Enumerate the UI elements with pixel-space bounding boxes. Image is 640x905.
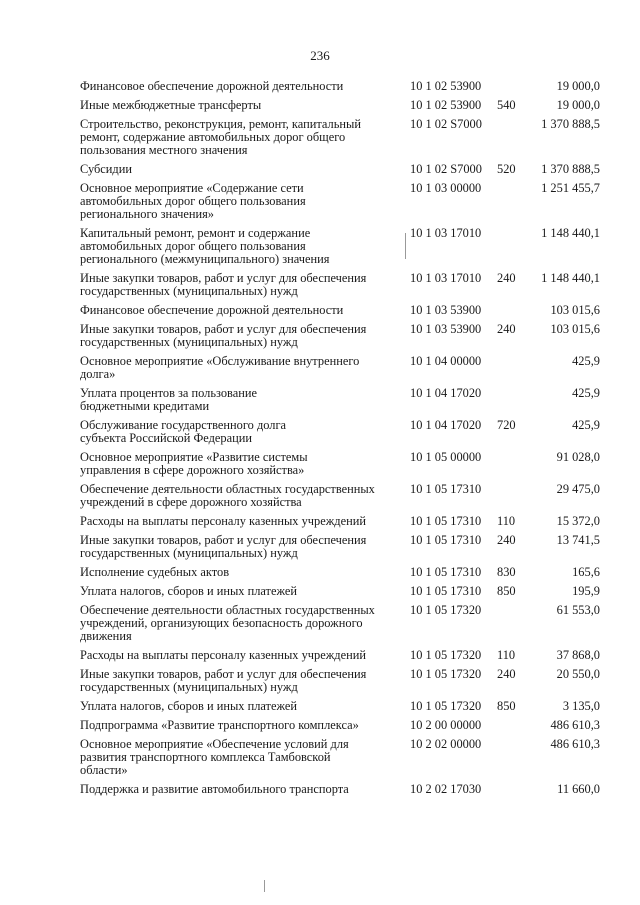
row-name-line: Субсидии <box>80 162 132 176</box>
row-expense-type: 240 <box>497 271 516 285</box>
row-name <box>80 355 392 381</box>
table-row <box>0 668 640 694</box>
row-name-line: Основное мероприятие «Обеспечение условий для <box>80 737 349 751</box>
row-name-line: Капитальный ремонт, ремонт и содержание <box>80 226 311 240</box>
table-row <box>0 534 640 560</box>
row-amount: 29 475,0 <box>556 482 600 496</box>
row-amount: 91 028,0 <box>556 450 600 464</box>
row-amount: 3 135,0 <box>562 699 600 713</box>
row-code: 10 1 05 00000 <box>410 450 482 464</box>
row-name-line: развития транспортного комплекса Тамбовской <box>80 750 331 764</box>
table-row <box>0 783 640 796</box>
row-name-line: Строительство, реконструкция, ремонт, капитальный <box>80 117 361 131</box>
row-code: 10 1 03 00000 <box>410 181 482 195</box>
row-name <box>80 419 392 445</box>
row-amount: 1 148 440,1 <box>541 271 600 285</box>
row-name <box>80 227 392 266</box>
row-amount: 19 000,0 <box>556 79 600 93</box>
row-name-line: Уплата налогов, сборов и иных платежей <box>80 584 298 598</box>
table-row <box>0 738 640 777</box>
row-amount: 1 148 440,1 <box>541 226 600 240</box>
row-name-line: государственных (муниципальных) нужд <box>80 680 298 694</box>
row-expense-type: 110 <box>497 648 516 662</box>
table-row <box>0 604 640 643</box>
row-amount: 425,9 <box>572 418 600 432</box>
row-amount: 19 000,0 <box>556 98 600 112</box>
row-name <box>80 783 392 796</box>
row-expense-type: 110 <box>497 514 516 528</box>
row-amount: 425,9 <box>572 354 600 368</box>
row-name-line: управления в сфере дорожного хозяйства» <box>80 463 305 477</box>
row-name-line: долга» <box>80 367 116 381</box>
row-name <box>80 515 392 528</box>
row-amount: 15 372,0 <box>556 514 600 528</box>
row-code: 10 1 04 17020 <box>410 386 482 400</box>
row-code: 10 2 02 00000 <box>410 737 482 751</box>
row-code: 10 2 02 17030 <box>410 782 482 796</box>
row-name <box>80 585 392 598</box>
table-row <box>0 700 640 713</box>
table-row <box>0 182 640 221</box>
table-row <box>0 585 640 598</box>
table-row <box>0 118 640 157</box>
table-row <box>0 419 640 445</box>
row-name-line: бюджетными кредитами <box>80 399 210 413</box>
row-name-line: государственных (муниципальных) нужд <box>80 546 298 560</box>
row-name <box>80 604 392 643</box>
row-expense-type: 240 <box>497 322 516 336</box>
row-name-line: Основное мероприятие «Развитие системы <box>80 450 308 464</box>
row-name-line: ремонт, содержание автомобильных дорог общего <box>80 130 346 144</box>
row-code: 10 1 02 53900 <box>410 98 482 112</box>
table-row <box>0 387 640 413</box>
table-row <box>0 99 640 112</box>
row-name-line: Иные закупки товаров, работ и услуг для обеспечения <box>80 271 367 285</box>
row-code: 10 1 05 17320 <box>410 667 482 681</box>
table-row <box>0 272 640 298</box>
scan-mark <box>405 233 406 259</box>
row-code: 10 1 05 17320 <box>410 648 482 662</box>
row-name-line: государственных (муниципальных) нужд <box>80 284 298 298</box>
row-name-line: регионального значения» <box>80 207 214 221</box>
table-row <box>0 515 640 528</box>
row-name-line: Иные закупки товаров, работ и услуг для обеспечения <box>80 533 367 547</box>
row-name-line: регионального (межмуниципального) значения <box>80 252 330 266</box>
row-name-line: Подпрограмма «Развитие транспортного комплекса» <box>80 718 359 732</box>
row-name-line: Расходы на выплаты персоналу казенных учреждений <box>80 648 366 662</box>
row-name <box>80 387 392 413</box>
row-name <box>80 182 392 221</box>
row-amount: 1 370 888,5 <box>541 162 600 176</box>
row-name-line: учреждений, организующих безопасность дорожного <box>80 616 363 630</box>
row-amount: 1 370 888,5 <box>541 117 600 131</box>
row-code: 10 1 05 17310 <box>410 584 482 598</box>
row-code: 10 1 04 17020 <box>410 418 482 432</box>
table-row <box>0 719 640 732</box>
row-code: 10 1 05 17310 <box>410 533 482 547</box>
row-code: 10 1 03 17010 <box>410 271 482 285</box>
row-code: 10 1 03 17010 <box>410 226 482 240</box>
table-row <box>0 649 640 662</box>
row-amount: 37 868,0 <box>556 648 600 662</box>
row-amount: 486 610,3 <box>550 718 600 732</box>
row-name <box>80 483 392 509</box>
row-name-line: Основное мероприятие «Содержание сети <box>80 181 304 195</box>
row-expense-type: 850 <box>497 584 516 598</box>
row-name <box>80 118 392 157</box>
row-name-line: Поддержка и развитие автомобильного транспорта <box>80 782 349 796</box>
row-name <box>80 323 392 349</box>
row-name <box>80 304 392 317</box>
table-row <box>0 566 640 579</box>
row-amount: 11 660,0 <box>557 782 600 796</box>
row-name-line: Обеспечение деятельности областных государственных <box>80 482 375 496</box>
row-code: 10 1 02 S7000 <box>410 162 482 176</box>
row-code: 10 1 05 17310 <box>410 482 482 496</box>
row-code: 10 1 05 17310 <box>410 565 482 579</box>
row-name-line: Основное мероприятие «Обслуживание внутреннего <box>80 354 360 368</box>
row-expense-type: 240 <box>497 667 516 681</box>
row-name-line: учреждений в сфере дорожного хозяйства <box>80 495 302 509</box>
row-name-line: Обеспечение деятельности областных государственных <box>80 603 375 617</box>
row-amount: 195,9 <box>572 584 600 598</box>
row-code: 10 1 04 00000 <box>410 354 482 368</box>
row-expense-type: 720 <box>497 418 516 432</box>
row-name <box>80 700 392 713</box>
row-name <box>80 272 392 298</box>
row-name-line: Уплата налогов, сборов и иных платежей <box>80 699 298 713</box>
row-expense-type: 850 <box>497 699 516 713</box>
row-name-line: Финансовое обеспечение дорожной деятельности <box>80 303 344 317</box>
row-name-line: государственных (муниципальных) нужд <box>80 335 298 349</box>
row-name <box>80 649 392 662</box>
row-name <box>80 719 392 732</box>
row-name <box>80 80 392 93</box>
row-amount: 103 015,6 <box>550 322 600 336</box>
row-code: 10 2 00 00000 <box>410 718 482 732</box>
row-name-line: Иные межбюджетные трансферты <box>80 98 262 112</box>
row-amount: 13 741,5 <box>556 533 600 547</box>
row-name-line: Иные закупки товаров, работ и услуг для обеспечения <box>80 667 367 681</box>
row-name-line: Иные закупки товаров, работ и услуг для обеспечения <box>80 322 367 336</box>
row-expense-type: 240 <box>497 533 516 547</box>
row-name-line: автомобильных дорог общего пользования <box>80 194 306 208</box>
row-name-line: автомобильных дорог общего пользования <box>80 239 306 253</box>
table-row <box>0 163 640 176</box>
page-number: 236 <box>310 48 330 63</box>
table-row <box>0 304 640 317</box>
row-expense-type: 520 <box>497 162 516 176</box>
table-row <box>0 451 640 477</box>
table-row <box>0 323 640 349</box>
table-row <box>0 355 640 381</box>
row-expense-type: 830 <box>497 565 516 579</box>
row-name-line: движения <box>80 629 132 643</box>
row-code: 10 1 02 53900 <box>410 79 482 93</box>
row-name-line: Финансовое обеспечение дорожной деятельности <box>80 79 344 93</box>
row-name <box>80 566 392 579</box>
table-row <box>0 227 640 266</box>
row-name-line: области» <box>80 763 128 777</box>
row-amount: 20 550,0 <box>556 667 600 681</box>
row-amount: 425,9 <box>572 386 600 400</box>
row-name-line: пользования местного значения <box>80 143 248 157</box>
row-name <box>80 668 392 694</box>
row-code: 10 1 05 17320 <box>410 699 482 713</box>
row-name-line: Обслуживание государственного долга <box>80 418 287 432</box>
row-name <box>80 99 392 112</box>
row-name-line: Расходы на выплаты персоналу казенных учреждений <box>80 514 366 528</box>
row-code: 10 1 05 17320 <box>410 603 482 617</box>
row-code: 10 1 03 53900 <box>410 303 482 317</box>
table-row <box>0 80 640 93</box>
row-code: 10 1 02 S7000 <box>410 117 482 131</box>
row-name <box>80 534 392 560</box>
row-amount: 103 015,6 <box>550 303 600 317</box>
row-name-line: субъекта Российской Федерации <box>80 431 252 445</box>
row-name-line: Исполнение судебных актов <box>80 565 230 579</box>
row-amount: 61 553,0 <box>556 603 600 617</box>
row-name-line: Уплата процентов за пользование <box>80 386 257 400</box>
row-name <box>80 738 392 777</box>
row-code: 10 1 05 17310 <box>410 514 482 528</box>
row-amount: 486 610,3 <box>550 737 600 751</box>
row-expense-type: 540 <box>497 98 516 112</box>
row-name <box>80 163 392 176</box>
row-amount: 165,6 <box>572 565 600 579</box>
row-name <box>80 451 392 477</box>
table-row <box>0 483 640 509</box>
row-amount: 1 251 455,7 <box>541 181 600 195</box>
scan-mark <box>264 880 265 892</box>
row-code: 10 1 03 53900 <box>410 322 482 336</box>
